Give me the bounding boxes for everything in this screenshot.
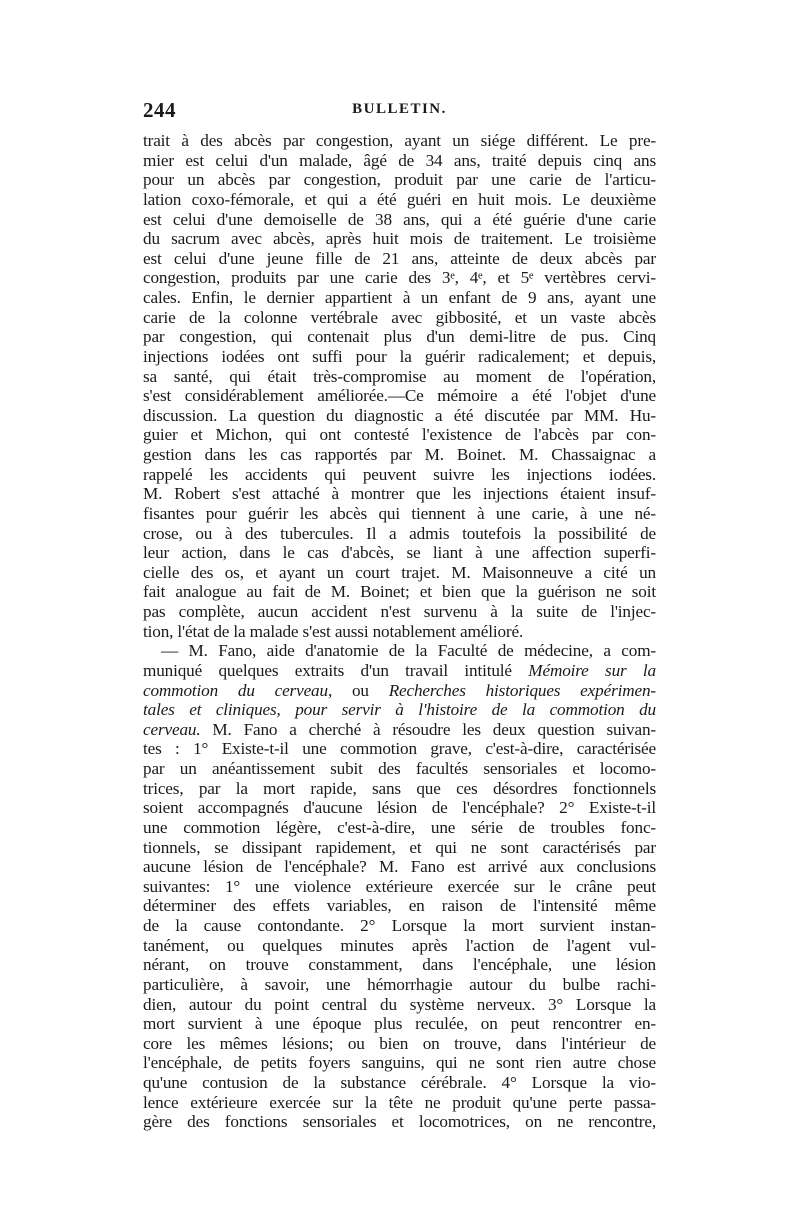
text-line: déterminer des effets variables, en raison de l'intensité même (143, 896, 656, 916)
text-line (143, 1132, 656, 1152)
text-line: discussion. La question du diagnostic a été discutée par MM. Hu- (143, 405, 656, 425)
text-line (143, 661, 656, 681)
text-line: tes : 1° Existe-t-il une commotion grave, c'est-à-dire, caractérisée (143, 739, 656, 759)
text-line: lence extérieure exercée sur la tête ne produit qu'une perte passa- (143, 1092, 656, 1112)
text-line: par congestion, qui contenait plus d'un demi-litre de pus. Cinq (143, 327, 656, 347)
text-line: congestion, produits par une carie des 3ᵉ, 4ᵉ, et 5ᵉ vertèbres cervi- (143, 268, 656, 288)
text-line (143, 700, 656, 720)
text-line: pas complète, aucun accident n'est survenu à la suite de l'injec- (143, 602, 656, 621)
text-line: carie de la colonne vertébrale avec gibbosité, et un vaste abcès (143, 307, 656, 327)
text-line: gère des fonctions sensoriales et locomotrices, on ne rencontre, (143, 1112, 656, 1132)
text-line: sa santé, qui était très-compromise au moment de l'opération, (143, 366, 656, 386)
text-line: lation coxo-fémorale, et qui a été guéri en huit mois. Le deuxième (143, 189, 656, 209)
text-line: injections iodées ont suffi pour la guérir radicalement; et depuis, (143, 346, 656, 366)
text-line: particulière, à savoir, une hémorrhagie autour du bulbe rachi- (143, 974, 656, 994)
text-line: tanément, ou quelques minutes après l'action de l'agent vul- (143, 935, 656, 955)
text-line: de la cause contondante. 2° Lorsque la mort survient instan- (143, 916, 656, 935)
text-line: leur action, dans le cas d'abcès, se liant à une affection superfi- (143, 543, 656, 563)
text-line: core les mêmes lésions; ou bien on trouve, dans l'intérieur de (143, 1033, 656, 1053)
text-line: cales. Enfin, le dernier appartient à un enfant de 9 ans, ayant une (143, 288, 656, 307)
text-line: pour un abcès par congestion, produit par une carie de l'articu- (143, 170, 656, 190)
title-italic: Mémoire sur la (528, 660, 656, 680)
text-line: gestion dans les cas rapportés par M. Boinet. M. Chassaignac a (143, 445, 656, 464)
text-line: est celui d'une demoiselle de 38 ans, qui a été guérie d'une carie (143, 209, 656, 229)
text-line: trait à des abcès par congestion, ayant un siége différent. Le pre- (143, 131, 656, 150)
text-run: M. Fano a cherché à résoudre les deux question suivan- (200, 719, 656, 739)
text-line: aucune lésion de l'encéphale? M. Fano est arrivé aux conclusions (143, 857, 656, 877)
title-italic: commotion du cerveau (143, 680, 328, 700)
page-number: 244 (143, 98, 176, 122)
text-line: soient accompagnés d'aucune lésion de l'encéphale? 2° Existe-t-il (143, 798, 656, 818)
title-italic: cerveau. (143, 719, 201, 739)
text-line: du sacrum avec abcès, après huit mois de traitement. Le troisième (143, 229, 656, 249)
text-line: trices, par la mort rapide, sans que ces désordres fonctionnels (143, 778, 656, 798)
text-line: nérant, on trouve constamment, dans l'encéphale, une lésion (143, 955, 656, 975)
text-line: tionnels, se dissipant rapidement, et qui ne sont caractérisés par (143, 837, 656, 857)
text-line: une commotion légère, c'est-à-dire, une série de troubles fonc- (143, 817, 656, 837)
text-line: fisantes pour guérir les abcès qui tiennent à une carie, à une né- (143, 503, 656, 523)
text-line (143, 681, 656, 701)
text-line: fait analogue au fait de M. Boinet; et bien que la guérison ne soit (143, 582, 656, 602)
page-header (143, 98, 656, 128)
text-line (143, 720, 656, 740)
body-text (143, 131, 656, 1152)
text-line: guier et Michon, qui ont contesté l'existence de l'abcès par con- (143, 425, 656, 445)
text-line: mier est celui d'un malade, âgé de 34 ans, traité depuis cinq ans (143, 150, 656, 170)
text-line: l'encéphale, de petits foyers sanguins, qui ne sont rien autre chose (143, 1053, 656, 1073)
text-run: , ou (327, 680, 369, 700)
text-line: cielle des os, et ayant un court trajet. M. Maisonneuve a cité un (143, 562, 656, 582)
text-line: suivantes: 1° une violence extérieure exercée sur le crâne peut (143, 876, 656, 896)
text-line: crose, ou à des tubercules. Il a admis toutefois la possibilité de (143, 523, 656, 543)
running-title: BULLETIN. (352, 101, 447, 117)
text-line: rappelé les accidents qui peuvent suivre les injections iodées. (143, 464, 656, 484)
text-line: par un anéantissement subit des facultés sensoriales et locomo- (143, 759, 656, 778)
text-line: dien, autour du point central du système nerveux. 3° Lorsque la (143, 994, 656, 1014)
text-line: mort survient à une époque plus reculée, on peut rencontrer en- (143, 1014, 656, 1034)
text-line: — M. Fano, aide d'anatomie de la Faculté de médecine, a com- (161, 641, 656, 661)
text-line: M. Robert s'est attaché à montrer que les injections étaient insuf- (143, 484, 656, 504)
text-line: qu'une contusion de la substance cérébrale. 4° Lorsque la vio- (143, 1073, 656, 1092)
title-italic: tales et cliniques, pour servir à l'histoire de la commotion du (143, 700, 656, 720)
text-run: muniqué quelques extraits d'un travail intitulé (143, 660, 512, 680)
text-line: s'est considérablement améliorée.—Ce mémoire a été l'objet d'une (143, 386, 656, 406)
text-line: tion, l'état de la malade s'est aussi notablement amélioré. (143, 621, 524, 641)
text-line: est celui d'une jeune fille de 21 ans, atteinte de deux abcès par (143, 248, 656, 268)
title-italic: Recherches historiques expérimen- (388, 680, 656, 700)
